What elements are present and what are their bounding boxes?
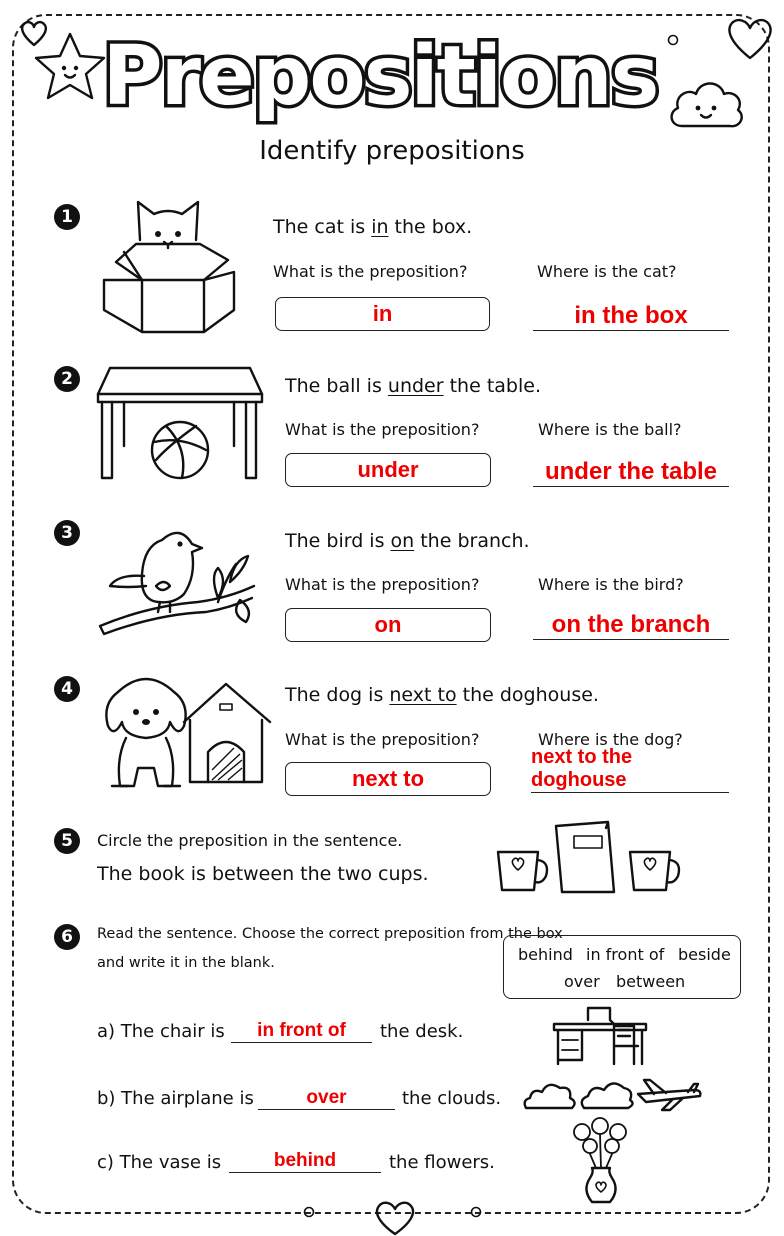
preposition-answer-box[interactable]: next to [285,762,491,796]
where-answer-line[interactable]: on the branch [533,605,729,640]
circle-icon [470,1206,482,1218]
fill-sentence-suffix: the desk. [380,1021,464,1042]
fill-sentence-prefix: b) The airplane is [97,1088,254,1109]
preposition-answer-box[interactable]: on [285,608,491,642]
question-number: 5 [54,828,80,854]
question-number: 2 [54,366,80,392]
where-answer-line[interactable]: in the box [533,296,729,331]
heart-icon [370,1196,420,1236]
question-preposition: What is the preposition? [285,575,480,594]
instruction: Circle the preposition in the sentence. [97,831,403,850]
bird-on-branch-illustration [98,516,258,640]
preposition-word: in [371,216,389,238]
where-answer-line[interactable]: under the table [533,452,729,487]
title-banner [0,18,784,128]
instruction-line-1: Read the sentence. Choose the correct preposition from the box [97,926,563,942]
sentence: The cat is in the box. [273,216,473,238]
page-subtitle: Identify prepositions [259,136,525,166]
fill-sentence-prefix: c) The vase is [97,1152,222,1173]
sentence: The dog is next to the doghouse. [285,684,599,706]
fill-sentence-suffix: the clouds. [402,1088,502,1109]
sentence: The ball is under the table. [285,375,541,397]
dog-next-to-doghouse-illustration [98,668,274,794]
word-bank [503,935,741,999]
word-option: beside [678,945,731,964]
question-number: 1 [54,204,80,230]
question-where: Where is the ball? [538,420,682,439]
cup-book-cup-illustration [494,818,690,896]
word-option: in front of [586,945,665,964]
cat-in-box-illustration [96,192,240,337]
blank-answer[interactable]: in front of [231,1014,372,1043]
question-number: 4 [54,676,80,702]
word-option: behind [518,945,573,964]
fill-sentence-prefix: a) The chair is [97,1021,225,1042]
fill-sentence-suffix: the flowers. [389,1152,495,1173]
question-number: 3 [54,520,80,546]
preposition-word: under [387,375,444,397]
blank-answer[interactable]: over [258,1082,395,1110]
ball-under-table-illustration [96,366,264,482]
sentence-to-circle[interactable]: The book is between the two cups. [97,863,429,885]
question-preposition: What is the preposition? [285,730,480,749]
chair-in-front-of-desk-icon [552,1006,648,1066]
question-where: Where is the bird? [538,575,684,594]
word-option: between [616,972,686,991]
airplane-over-clouds-icon [522,1074,704,1112]
preposition-answer-box[interactable]: in [275,297,490,331]
question-preposition: What is the preposition? [273,262,468,281]
page-title: Prepositions [102,29,658,124]
preposition-word: on [390,530,415,552]
vase-with-flowers-icon [568,1116,634,1206]
where-answer-line[interactable]: next to the doghouse [531,758,729,793]
circle-icon [303,1206,315,1218]
sentence: The bird is on the branch. [285,530,530,552]
question-preposition: What is the preposition? [285,420,480,439]
blank-answer[interactable]: behind [229,1145,381,1173]
page-title-graphic [102,18,658,128]
instruction-line-2: and write it in the blank. [97,955,275,971]
question-number: 6 [54,924,80,950]
question-where: Where is the cat? [537,262,677,281]
question-where: Where is the dog? [538,730,683,749]
preposition-word: next to [389,684,457,706]
word-option: over [564,972,600,991]
preposition-answer-box[interactable]: under [285,453,491,487]
